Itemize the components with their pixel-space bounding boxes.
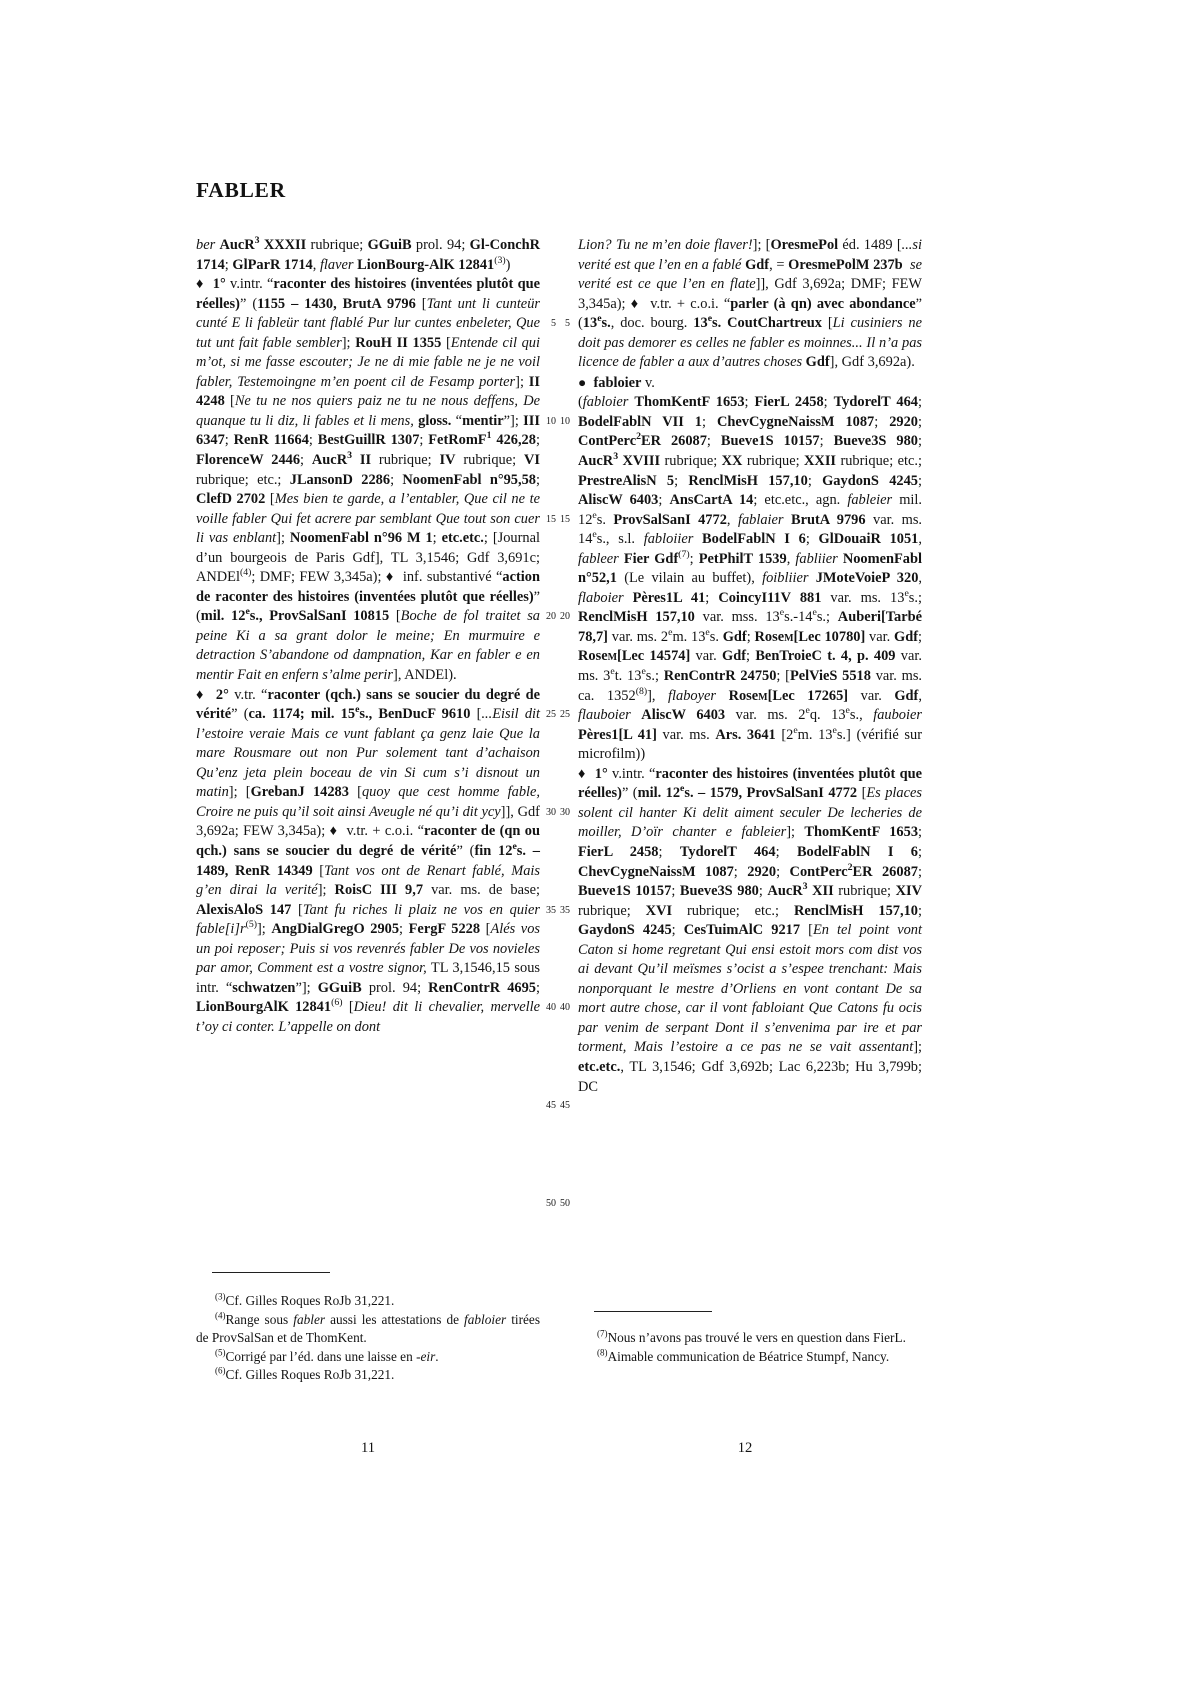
page-title: FABLER — [196, 178, 286, 202]
line-number: 35 — [546, 904, 556, 916]
footnote-text: Range sous fabler aussi les attestations de fabloier tirées de ProvSalSan et de ThomKent. — [196, 1311, 541, 1346]
page-number-right: 12 — [737, 1440, 753, 1456]
line-number: 50 — [546, 1197, 556, 1209]
line-number: 15 — [560, 513, 570, 525]
footnote-marker: (8) — [597, 1347, 608, 1358]
right-column — [578, 236, 922, 1097]
line-number: 15 — [546, 513, 556, 525]
footnote-marker: (7) — [597, 1328, 608, 1339]
line-number: 40 — [560, 1002, 570, 1014]
footnote-item — [196, 1292, 540, 1311]
footnote-text: Cf. Gilles Roques RoJb 31,221. — [225, 1367, 395, 1383]
line-number: 45 — [560, 1100, 570, 1112]
footnote-text: Cf. Gilles Roques RoJb 31,221. — [225, 1293, 395, 1308]
right-column-body: Lion? Tu ne m’en doie flaver!]; [OresmePol éd. 1489 [...si verité est que l’en en a fablé Gdf, = OresmePolM 237b se verité est ce que l’en en flate]], Gdf 3,692a; DMF; FEW 3,345a); ♦ v.tr. + c.o.i. “parler (à qn) avec abondance” (13es., doc. bourg. 13es. CoutChartreux [Li cusiniers ne doit pas demorer es celles ne fabler es moinnes... Il n’a pas licence de fabler a aux d’autres choses Gdf], Gdf 3,692a). ● fabloier v. (fabloier ThomKentF 1653; FierL 2458; TydorelT 464; BodelFablN VII 1; ChevCygneNaissM 1087; 2920; ContPerc$^2$ER 26087; Bueve1S 10157; Bueve3S 980; AucR$^3$ XVIII rubrique; XX rubrique; XXII rubrique; etc.; PrestreAlisN 5; RenclMisH 157,10; GaydonS 4245; AliscW 6403; AnsCartA 14; etc.etc., agn. fableier mil. 12es. ProvSalSanI 4772, fablaier BrutA 9796 var. ms. 14es., s.l. fabloiier BodelFablN I 6; GlDouaiR 1051, fableer Fier Gdf$^{(7)}$; PetPhilT 1539, fabliier NoomenFabl n°52,1 (Le vilain au buffet), foibliier JMoteVoieP 320, flaboier Pères1L 41; CoincyI11V 881 var. ms. 13es.; RenclMisH 157,10 var. mss. 13es.-14es.; Auberi[Tarbé 78,7] var. ms. 2em. 13es. Gdf; Rosem[Lec 10780] var. Gdf; Rosem[Lec 14574] var. Gdf; BenTroieC t. 4, p. 409 var. ms. 3et. 13es.; RenContrR 24750; [PelVieS 5518 var. ms. ca. 1352$^{(8)}$], flaboyer Rosem[Lec 17265] var. Gdf, flauboier AliscW 6403 var. ms. 2eq. 13es., fauboier Pères1[L 41] var. ms. Ars. 3641 [2em. 13es.] (vérifié sur microfilm)) ♦ 1° v.intr. “raconter des histoires (inventées plutôt que réelles)” (mil. 12es. – 1579, ProvSalSanI 4772 [Es places solent cil hanter Ki delit aiment seculer De lecheries de moiller, D’oïr chanter e fableier]; ThomKentF 1653; FierL 2458; TydorelT 464; BodelFablN I 6; ChevCygneNaissM 1087; 2920; ContPerc$^2$ER 26087; Bueve1S 10157; Bueve3S 980; AucR$^3$ XII rubrique; XIV rubrique; XVI rubrique; etc.; RenclMisH 157,10; GaydonS 4245; CesTuimAlC 9217 [En tel point vont Caton si home regretant Qui ensi estoit mors com dist vos ai devant Qu’il meïsmes s’ocist a s’espee trenchant: Mais nonporquant le mestre d’Orliens en vont contant De sa mort autre chose, car il vont fabloiant Que Catons fu ocis par venim de serpant Dont il s’envenima par ire et par torment, Mais l’estoire a ce pas ne se vait assentant]; etc.etc., TL 3,1546; Gdf 3,692b; Lac 6,223b; Hu 3,799b; DC — [578, 237, 923, 1095]
footnote-text: Nous n’avons pas trouvé le vers en question dans FierL. — [607, 1330, 906, 1345]
line-number: 10 — [546, 415, 556, 427]
footnote-item — [196, 1348, 540, 1367]
line-number: 5 — [565, 318, 570, 330]
footnote-item — [196, 1311, 540, 1348]
line-numbers-right — [544, 236, 570, 1213]
footnote-item — [196, 1366, 540, 1385]
line-number: 40 — [546, 1002, 556, 1014]
footnote-item — [578, 1329, 922, 1348]
footnote-marker: (5) — [215, 1347, 226, 1358]
footnotes-right — [578, 1329, 922, 1366]
footnote-text: Aimable communication de Béatrice Stumpf, Nancy. — [607, 1348, 890, 1364]
line-number: 25 — [546, 709, 556, 721]
footnote-marker: (6) — [215, 1365, 226, 1376]
line-number: 30 — [546, 806, 556, 818]
line-number: 35 — [560, 904, 570, 916]
footnote-rule-right — [594, 1311, 712, 1312]
line-number: 50 — [560, 1197, 570, 1209]
left-column — [196, 236, 540, 1037]
footnote-rule-left — [212, 1272, 330, 1273]
footnote-marker: (3) — [215, 1291, 226, 1302]
footnote-marker: (4) — [215, 1310, 226, 1321]
line-number: 20 — [560, 611, 570, 623]
line-number: 5 — [551, 318, 556, 330]
footnotes-left — [196, 1292, 540, 1385]
page-number-left: 11 — [360, 1440, 376, 1456]
line-number: 25 — [560, 709, 570, 721]
line-number: 20 — [546, 611, 556, 623]
line-number: 45 — [546, 1100, 556, 1112]
footnote-text: Corrigé par l’éd. dans une laisse en -eir. — [225, 1348, 439, 1364]
line-number: 30 — [560, 806, 570, 818]
left-column-body: ber AucR$^3$ XXXII rubrique; GGuiB prol. 94; Gl-ConchR 1714; GlParR 1714, flaver LionBourg-AlK 12841$^{(3)}$) ♦ 1° v.intr. “raconter des histoires (inventées plutôt que réelles)” (1155 – 1430, BrutA 9796 [Tant unt li cunteür cunté E li fableür tant flablé Pur lur cuntes enbeleter, Que tut unt fait fable sembler]; RouH II 1355 [Entende cil qui m’ot, si me fasse escouter; Je ne di mie fable ne je ne voil fabler, Testemoingne m’en poent cil de Fesamp porter]; II 4248 [Ne tu ne nos quiers paiz ne tu ne nous deffens, De quanque tu li diz, li fables et li mens, gloss. “mentir”]; III 6347; RenR 11664; BestGuillR 1307; FetRomF$^1$ 426,28; FlorenceW 2446; AucR$^3$ II rubrique; IV rubrique; VI rubrique; etc.; JLansonD 2286; NoomenFabl n°95,58; ClefD 2702 [Mes bien te garde, a l’entabler, Que cil ne te voille fabler Qui fet acrere par semblant Que tout son cuer li vas enblant]; NoomenFabl n°96 M 1; etc.etc.; [Journal d’un bourgeois de Paris Gdf], TL 3,1546; Gdf 3,691c; ANDEl$^{(4)}$; DMF; FEW 3,345a); ♦ inf. substantivé “action de raconter des histoires (inventées plutôt que réelles)” (mil. 12es., ProvSalSanI 10815 [Boche de fol traitet sa peine Ki a sa grant dolor le meine; En murmuire e detraction S’abandone od dampnation, Kar en fabler e en mentir Fait en enfern s’alme perir], ANDEl). ♦ 2° v.tr. “raconter (qch.) sans se soucier du degré de vérité” (ca. 1174; mil. 15es., BenDucF 9610 [...Eisil dit l’estoire veraie Mais ce vunt fablant ça genz laie Que la mare Rousmare out non Pur solement tant d’achaison Qu’enz jeta plein boceau de vin Si cum s’i disnout un matin]; [GrebanJ 14283 [quoy que cest homme fable, Croire ne puis qu’il soit ainsi Aveugle né qu’i dit ycy]], Gdf 3,692a; FEW 3,345a); ♦ v.tr. + c.o.i. “raconter de (qn ou qch.) sans se soucier du degré de vérité” (fin 12es. – 1489, RenR 14349 [Tant vos ont de Renart fablé, Mais g’en dirai la verité]; RoisC III 9,7 var. ms. de base; AlexisAloS 147 [Tant fu riches li plaiz ne vos en quier $fable[i]r^{(5)}$]; AngDialGregO 2905; FergF 5228 [Alés vos un poi reposer; Puis si vos revenrés fabler De vos novieles par amor, Comment est a vostre signor, TL 3,1546,15 sous intr. “schwatzen”]; GGuiB prol. 94; RenContrR 4695; LionBourgAlK 12841$^{(6)}$ [Dieu! dit li chevalier, mervelle t’oy ci conter. L’appelle on dont — [196, 235, 541, 1035]
footnote-item — [578, 1348, 922, 1367]
line-number: 10 — [560, 415, 570, 427]
